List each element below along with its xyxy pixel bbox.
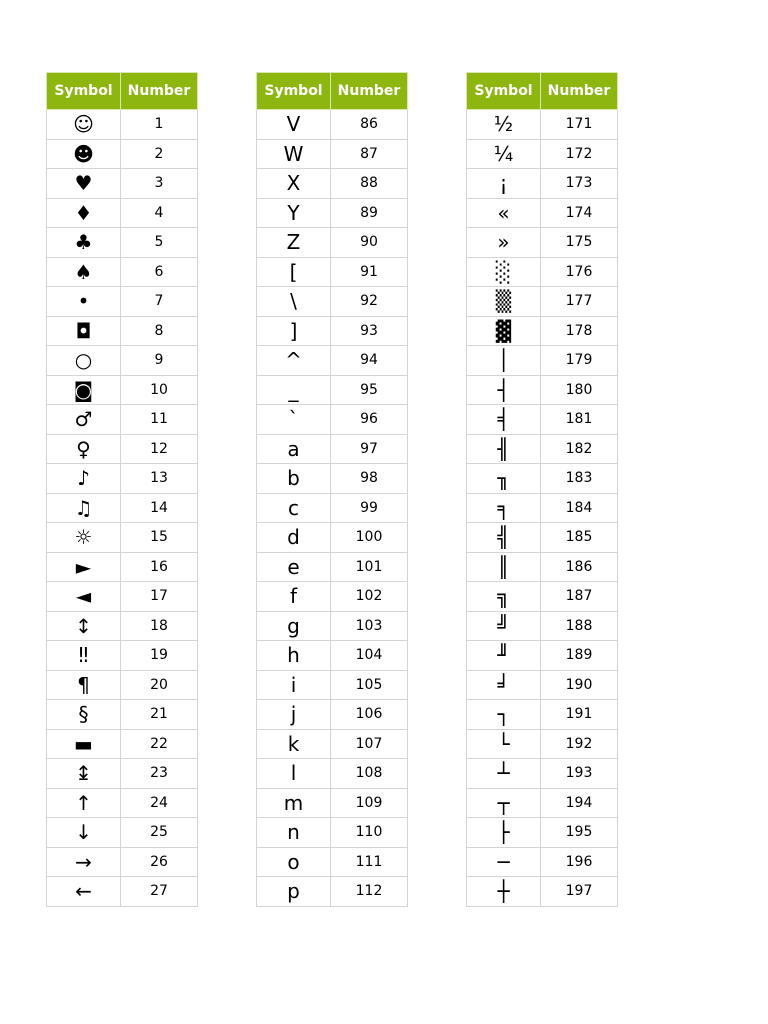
number-cell: 182 bbox=[541, 434, 618, 464]
number-cell: 112 bbox=[331, 877, 408, 907]
number-cell: 195 bbox=[541, 818, 618, 848]
symbol-cell: ↓ bbox=[47, 818, 121, 848]
table-row bbox=[467, 641, 618, 671]
table-row bbox=[47, 552, 198, 582]
symbol-cell: \ bbox=[257, 287, 331, 317]
table-row bbox=[257, 110, 408, 140]
table-header-row bbox=[467, 73, 618, 110]
symbol-cell: ♂ bbox=[47, 405, 121, 435]
table-row bbox=[257, 729, 408, 759]
table-row bbox=[47, 405, 198, 435]
table-row bbox=[47, 287, 198, 317]
number-cell: 171 bbox=[541, 110, 618, 140]
table-row bbox=[467, 670, 618, 700]
table-row bbox=[467, 464, 618, 494]
number-cell: 106 bbox=[331, 700, 408, 730]
number-cell: 109 bbox=[331, 788, 408, 818]
table-row bbox=[47, 700, 198, 730]
table-row bbox=[467, 847, 618, 877]
number-cell: 17 bbox=[121, 582, 198, 612]
table-row bbox=[47, 169, 198, 199]
table-row bbox=[467, 552, 618, 582]
symbol-cell: ○ bbox=[47, 346, 121, 376]
number-cell: 96 bbox=[331, 405, 408, 435]
table-header-row bbox=[257, 73, 408, 110]
table-row bbox=[47, 110, 198, 140]
table-row bbox=[257, 759, 408, 789]
number-cell: 184 bbox=[541, 493, 618, 523]
number-cell: 181 bbox=[541, 405, 618, 435]
table-row bbox=[257, 139, 408, 169]
symbol-cell: ▒ bbox=[467, 287, 541, 317]
symbol-cell: V bbox=[257, 110, 331, 140]
symbol-cell: ] bbox=[257, 316, 331, 346]
number-cell: 91 bbox=[331, 257, 408, 287]
table-row bbox=[47, 139, 198, 169]
symbol-cell: • bbox=[47, 287, 121, 317]
table-row bbox=[257, 552, 408, 582]
table-row bbox=[467, 169, 618, 199]
table-row bbox=[257, 641, 408, 671]
number-cell: 19 bbox=[121, 641, 198, 671]
number-cell: 197 bbox=[541, 877, 618, 907]
symbol-cell: ← bbox=[47, 877, 121, 907]
table-row bbox=[467, 198, 618, 228]
number-cell: 173 bbox=[541, 169, 618, 199]
table-row bbox=[257, 228, 408, 258]
number-cell: 98 bbox=[331, 464, 408, 494]
number-cell: 108 bbox=[331, 759, 408, 789]
symbol-cell: W bbox=[257, 139, 331, 169]
symbol-cell: ► bbox=[47, 552, 121, 582]
table-row bbox=[47, 375, 198, 405]
symbol-cell: ║ bbox=[467, 552, 541, 582]
table-row bbox=[47, 346, 198, 376]
number-cell: 104 bbox=[331, 641, 408, 671]
table-row bbox=[47, 257, 198, 287]
table-row bbox=[467, 818, 618, 848]
symbol-cell: ♣ bbox=[47, 228, 121, 258]
symbol-table-2 bbox=[256, 72, 408, 907]
symbol-cell: ↕ bbox=[47, 611, 121, 641]
symbol-cell: ╝ bbox=[467, 611, 541, 641]
number-cell: 105 bbox=[331, 670, 408, 700]
table-row bbox=[467, 523, 618, 553]
table-row bbox=[467, 287, 618, 317]
symbol-cell: ↨ bbox=[47, 759, 121, 789]
symbol-cell: ♦ bbox=[47, 198, 121, 228]
symbol-cell: ░ bbox=[467, 257, 541, 287]
symbol-cell: ╕ bbox=[467, 493, 541, 523]
symbol-cell: Z bbox=[257, 228, 331, 258]
symbol-cell: ↑ bbox=[47, 788, 121, 818]
table-row bbox=[257, 788, 408, 818]
number-cell: 186 bbox=[541, 552, 618, 582]
number-cell: 172 bbox=[541, 139, 618, 169]
table-row bbox=[47, 198, 198, 228]
number-cell: 86 bbox=[331, 110, 408, 140]
symbol-cell: └ bbox=[467, 729, 541, 759]
table-row bbox=[467, 611, 618, 641]
table-row bbox=[47, 877, 198, 907]
number-cell: 193 bbox=[541, 759, 618, 789]
symbol-cell: ◄ bbox=[47, 582, 121, 612]
number-cell: 20 bbox=[121, 670, 198, 700]
table-row bbox=[257, 582, 408, 612]
symbol-cell: l bbox=[257, 759, 331, 789]
symbol-cell: § bbox=[47, 700, 121, 730]
table-row bbox=[257, 847, 408, 877]
symbol-cell: ┬ bbox=[467, 788, 541, 818]
symbol-cell: ┴ bbox=[467, 759, 541, 789]
number-cell: 16 bbox=[121, 552, 198, 582]
table-row bbox=[467, 139, 618, 169]
table-row bbox=[47, 847, 198, 877]
symbol-cell: ` bbox=[257, 405, 331, 435]
symbol-cell: ¶ bbox=[47, 670, 121, 700]
symbol-cell: ▬ bbox=[47, 729, 121, 759]
symbol-cell: ¡ bbox=[467, 169, 541, 199]
symbol-cell: b bbox=[257, 464, 331, 494]
symbol-cell: « bbox=[467, 198, 541, 228]
table-row bbox=[257, 493, 408, 523]
symbol-cell: ♫ bbox=[47, 493, 121, 523]
number-cell: 100 bbox=[331, 523, 408, 553]
symbol-cell: » bbox=[467, 228, 541, 258]
number-cell: 10 bbox=[121, 375, 198, 405]
table-row bbox=[47, 464, 198, 494]
table-row bbox=[257, 611, 408, 641]
number-cell: 196 bbox=[541, 847, 618, 877]
symbol-cell: X bbox=[257, 169, 331, 199]
number-cell: 175 bbox=[541, 228, 618, 258]
table-row bbox=[47, 670, 198, 700]
symbol-cell: ^ bbox=[257, 346, 331, 376]
symbol-cell: ┐ bbox=[467, 700, 541, 730]
table-row bbox=[257, 169, 408, 199]
number-column-header: Number bbox=[121, 73, 198, 110]
symbol-cell: ¼ bbox=[467, 139, 541, 169]
number-cell: 180 bbox=[541, 375, 618, 405]
number-cell: 187 bbox=[541, 582, 618, 612]
symbol-cell: ♪ bbox=[47, 464, 121, 494]
table-row bbox=[467, 110, 618, 140]
number-cell: 103 bbox=[331, 611, 408, 641]
symbol-cell: a bbox=[257, 434, 331, 464]
number-column-header: Number bbox=[541, 73, 618, 110]
table-row bbox=[467, 405, 618, 435]
symbol-cell: ▓ bbox=[467, 316, 541, 346]
symbol-cell: p bbox=[257, 877, 331, 907]
number-cell: 178 bbox=[541, 316, 618, 346]
table-row bbox=[467, 375, 618, 405]
symbol-cell: ♀ bbox=[47, 434, 121, 464]
table-row bbox=[47, 818, 198, 848]
table-row bbox=[47, 788, 198, 818]
number-cell: 13 bbox=[121, 464, 198, 494]
table-row bbox=[47, 641, 198, 671]
symbol-cell: ├ bbox=[467, 818, 541, 848]
table-row bbox=[47, 523, 198, 553]
number-cell: 188 bbox=[541, 611, 618, 641]
symbol-cell: ♥ bbox=[47, 169, 121, 199]
number-cell: 25 bbox=[121, 818, 198, 848]
table-row bbox=[467, 788, 618, 818]
symbol-cell: ‼ bbox=[47, 641, 121, 671]
symbol-cell: m bbox=[257, 788, 331, 818]
symbol-column-header: Symbol bbox=[257, 73, 331, 110]
symbol-column-header: Symbol bbox=[467, 73, 541, 110]
symbol-cell: ┼ bbox=[467, 877, 541, 907]
number-cell: 26 bbox=[121, 847, 198, 877]
table-row bbox=[47, 316, 198, 346]
symbol-cell: _ bbox=[257, 375, 331, 405]
number-cell: 194 bbox=[541, 788, 618, 818]
table-row bbox=[47, 729, 198, 759]
number-cell: 93 bbox=[331, 316, 408, 346]
number-cell: 177 bbox=[541, 287, 618, 317]
table-row bbox=[467, 877, 618, 907]
number-cell: 3 bbox=[121, 169, 198, 199]
number-cell: 4 bbox=[121, 198, 198, 228]
number-cell: 8 bbox=[121, 316, 198, 346]
symbol-cell: ◘ bbox=[47, 316, 121, 346]
table-row bbox=[257, 523, 408, 553]
number-cell: 88 bbox=[331, 169, 408, 199]
symbol-cell: ─ bbox=[467, 847, 541, 877]
table-row bbox=[47, 434, 198, 464]
number-cell: 21 bbox=[121, 700, 198, 730]
symbol-cell: o bbox=[257, 847, 331, 877]
table-row bbox=[257, 434, 408, 464]
table-row bbox=[47, 611, 198, 641]
number-cell: 9 bbox=[121, 346, 198, 376]
table-row bbox=[467, 228, 618, 258]
symbol-cell: f bbox=[257, 582, 331, 612]
table-row bbox=[257, 257, 408, 287]
number-cell: 102 bbox=[331, 582, 408, 612]
number-cell: 179 bbox=[541, 346, 618, 376]
number-cell: 192 bbox=[541, 729, 618, 759]
table-row bbox=[257, 198, 408, 228]
number-cell: 174 bbox=[541, 198, 618, 228]
table-row bbox=[467, 700, 618, 730]
symbol-cell: h bbox=[257, 641, 331, 671]
symbol-table-1 bbox=[46, 72, 198, 907]
table-row bbox=[467, 582, 618, 612]
number-cell: 1 bbox=[121, 110, 198, 140]
number-cell: 97 bbox=[331, 434, 408, 464]
number-cell: 14 bbox=[121, 493, 198, 523]
table-row bbox=[257, 700, 408, 730]
table-row bbox=[257, 464, 408, 494]
number-cell: 12 bbox=[121, 434, 198, 464]
table-row bbox=[467, 434, 618, 464]
symbol-table-3 bbox=[466, 72, 618, 907]
symbol-cell: ☼ bbox=[47, 523, 121, 553]
symbol-cell: k bbox=[257, 729, 331, 759]
symbol-cell: e bbox=[257, 552, 331, 582]
number-cell: 7 bbox=[121, 287, 198, 317]
number-column-header: Number bbox=[331, 73, 408, 110]
table-row bbox=[257, 670, 408, 700]
symbol-cell: d bbox=[257, 523, 331, 553]
symbol-cell: g bbox=[257, 611, 331, 641]
symbol-cell: ╢ bbox=[467, 434, 541, 464]
number-cell: 95 bbox=[331, 375, 408, 405]
number-cell: 87 bbox=[331, 139, 408, 169]
table-header-row bbox=[47, 73, 198, 110]
number-cell: 18 bbox=[121, 611, 198, 641]
table-row bbox=[467, 257, 618, 287]
number-cell: 22 bbox=[121, 729, 198, 759]
number-cell: 101 bbox=[331, 552, 408, 582]
number-cell: 111 bbox=[331, 847, 408, 877]
symbol-cell: ╣ bbox=[467, 523, 541, 553]
number-cell: 24 bbox=[121, 788, 198, 818]
table-row bbox=[257, 346, 408, 376]
number-cell: 99 bbox=[331, 493, 408, 523]
symbol-cell: i bbox=[257, 670, 331, 700]
symbol-cell: ☻ bbox=[47, 139, 121, 169]
table-row bbox=[467, 346, 618, 376]
table-row bbox=[47, 228, 198, 258]
symbol-cell: j bbox=[257, 700, 331, 730]
symbol-cell: ╜ bbox=[467, 641, 541, 671]
number-cell: 89 bbox=[331, 198, 408, 228]
table-row bbox=[467, 316, 618, 346]
symbol-cell: ♠ bbox=[47, 257, 121, 287]
symbol-cell: ╛ bbox=[467, 670, 541, 700]
number-cell: 110 bbox=[331, 818, 408, 848]
symbol-cell: ╡ bbox=[467, 405, 541, 435]
symbol-cell: c bbox=[257, 493, 331, 523]
symbol-cell: ┤ bbox=[467, 375, 541, 405]
table-row bbox=[257, 405, 408, 435]
symbol-cell: → bbox=[47, 847, 121, 877]
symbol-cell: ½ bbox=[467, 110, 541, 140]
symbol-cell: n bbox=[257, 818, 331, 848]
number-cell: 190 bbox=[541, 670, 618, 700]
number-cell: 11 bbox=[121, 405, 198, 435]
table-row bbox=[257, 287, 408, 317]
number-cell: 5 bbox=[121, 228, 198, 258]
symbol-cell: Y bbox=[257, 198, 331, 228]
number-cell: 90 bbox=[331, 228, 408, 258]
number-cell: 94 bbox=[331, 346, 408, 376]
symbol-cell: │ bbox=[467, 346, 541, 376]
table-row bbox=[47, 493, 198, 523]
number-cell: 6 bbox=[121, 257, 198, 287]
table-row bbox=[257, 877, 408, 907]
symbol-cell: ╖ bbox=[467, 464, 541, 494]
table-row bbox=[467, 493, 618, 523]
number-cell: 15 bbox=[121, 523, 198, 553]
symbol-cell: [ bbox=[257, 257, 331, 287]
number-cell: 23 bbox=[121, 759, 198, 789]
number-cell: 183 bbox=[541, 464, 618, 494]
table-row bbox=[257, 818, 408, 848]
number-cell: 92 bbox=[331, 287, 408, 317]
symbol-cell: ◙ bbox=[47, 375, 121, 405]
symbol-cell: ╗ bbox=[467, 582, 541, 612]
number-cell: 176 bbox=[541, 257, 618, 287]
table-row bbox=[467, 759, 618, 789]
number-cell: 2 bbox=[121, 139, 198, 169]
table-row bbox=[47, 759, 198, 789]
table-row bbox=[257, 316, 408, 346]
table-row bbox=[257, 375, 408, 405]
table-row bbox=[467, 729, 618, 759]
number-cell: 189 bbox=[541, 641, 618, 671]
number-cell: 107 bbox=[331, 729, 408, 759]
number-cell: 185 bbox=[541, 523, 618, 553]
symbol-cell: ☺ bbox=[47, 110, 121, 140]
number-cell: 191 bbox=[541, 700, 618, 730]
number-cell: 27 bbox=[121, 877, 198, 907]
table-row bbox=[47, 582, 198, 612]
symbol-column-header: Symbol bbox=[47, 73, 121, 110]
